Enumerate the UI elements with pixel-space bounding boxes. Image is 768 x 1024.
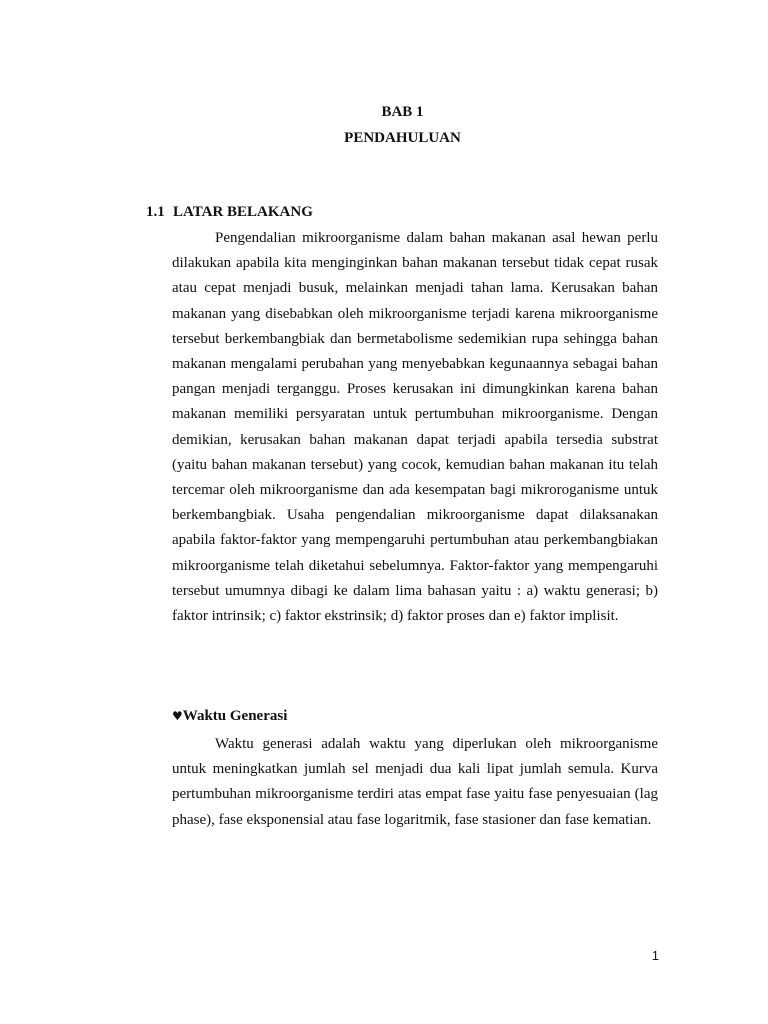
chapter-title: PENDAHULUAN xyxy=(344,130,461,146)
chapter-label: BAB 1 xyxy=(381,104,424,120)
subsection-paragraph: Waktu generasi adalah waktu yang diperlukan oleh mikroorganisme untuk meningkatkan jumlah sel menjadi dua kali lipat jumlah semula. Kurva pertumbuhan mikroorganisme terdiri atas empat fase yaitu fase penyesuaian (lag phase), fase eksponensial atau fase logaritmik, fase stasioner dan fase kematian. xyxy=(172,736,658,828)
section-number: 1.1 xyxy=(146,204,165,220)
section-title: LATAR BELAKANG xyxy=(173,204,313,220)
subsection-heading xyxy=(172,708,287,725)
heart-icon: ♥ xyxy=(172,709,183,723)
subsection-title: Waktu Generasi xyxy=(182,708,288,724)
section-heading xyxy=(146,204,313,221)
section-paragraph: Pengendalian mikroorganisme dalam bahan makanan asal hewan perlu dilakukan apabila kita menginginkan bahan makanan tersebut tidak cepat rusak atau cepat menjadi busuk, melainkan menjadi tahan lama. Kerusakan bahan makanan yang disebabkan oleh mikroorganisme terjadi karena mikroorganisme tersebut berkembangbiak dan bermetabolisme sedemikian rupa sehingga bahan makanan mengalami perubahan yang menyebabkan kegunaannya sebagai bahan pangan menjadi terganggu. Proses kerusakan ini dimungkinkan karena bahan makanan memiliki persyaratan untuk pertumbuhan mikroorganisme. Dengan demikian, kerusakan bahan makanan dapat terjadi apabila tersedia substrat (yaitu bahan makanan tersebut) yang cocok, kemudian bahan makanan itu telah tercemar oleh mikroorganisme dan ada kesempatan bagi mikroroganisme untuk berkembangbiak. Usaha pengendalian mikroorganisme dapat dilaksanakan apabila faktor-faktor yang mempengaruhi pertumbuhan atau perkembangbiakan mikroorganisme telah diketahui sebelumnya. Faktor-faktor yang mempengaruhi tersebut umumnya dibagi ke dalam lima bahasan yaitu : a) waktu generasi; b) faktor intrinsik; c) faktor ekstrinsik; d) faktor proses dan e) faktor implisit. xyxy=(172,230,658,625)
page-number: 1 xyxy=(651,948,659,963)
